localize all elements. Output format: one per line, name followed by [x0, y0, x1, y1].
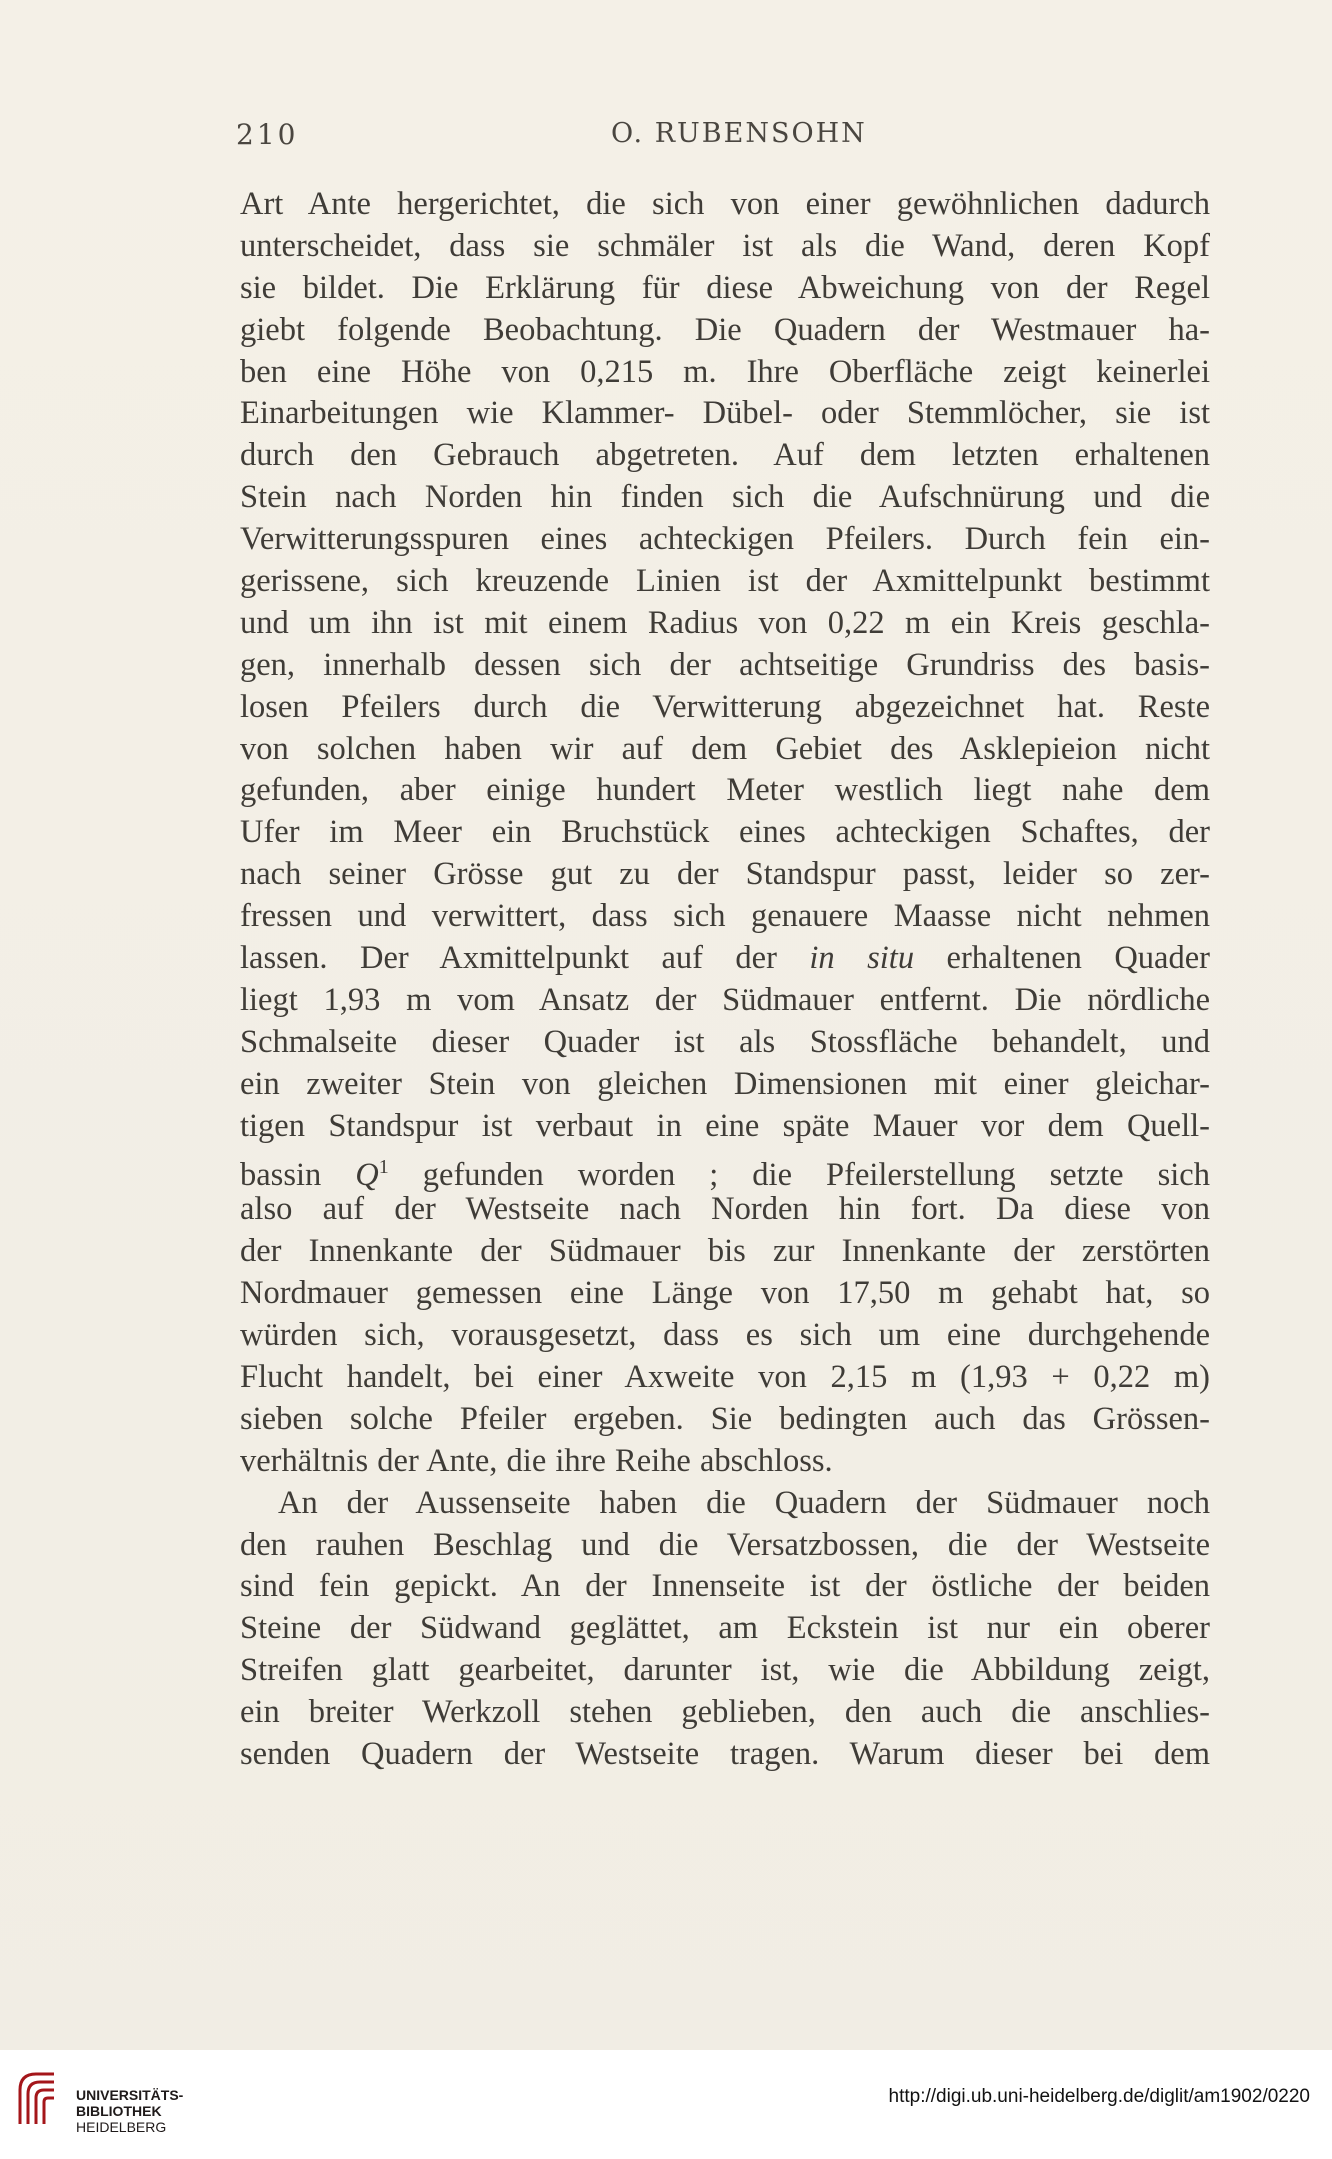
text-line: gen, innerhalb dessen sich der achtseitige Grundriss des basis-: [240, 646, 1210, 683]
text-line: den rauhen Beschlag und die Versatzbossen, die der Westseite: [240, 1526, 1210, 1563]
page-header: [236, 118, 1206, 158]
text-line: liegt 1,93 m vom Ansatz der Südmauer entfernt. Die nördliche: [240, 981, 1210, 1018]
permalink: [889, 2086, 1310, 2108]
library-logo-text: [76, 2087, 183, 2135]
superscript: 1: [378, 1156, 389, 1179]
text-line: An der Aussenseite haben die Quadern der Südmauer noch: [278, 1484, 1210, 1521]
text-line: sind fein gepickt. An der Innenseite ist der östliche der beiden: [240, 1568, 1210, 1605]
text-line: Streifen glatt gearbeitet, darunter ist, wie die Abbildung zeigt,: [240, 1652, 1210, 1689]
italic-term: in situ: [809, 940, 915, 977]
text-line: und um ihn ist mit einem Radius von 0,22 m ein Kreis geschla-: [240, 604, 1210, 641]
text-line: Verwitterungsspuren eines achteckigen Pfeilers. Durch fein ein-: [240, 521, 1210, 558]
text-line: Ufer im Meer ein Bruchstück eines achteckigen Schaftes, der: [240, 814, 1210, 851]
text-line: Einarbeitungen wie Klammer- Dübel- oder Stemmlöcher, sie ist: [240, 395, 1210, 432]
text-line: senden Quadern der Westseite tragen. Warum dieser bei dem: [240, 1735, 1210, 1772]
text-line: also auf der Westseite nach Norden hin fort. Da diese von: [240, 1191, 1210, 1228]
italic-symbol: Q: [355, 1157, 379, 1194]
text-line: tigen Standspur ist verbaut in eine späte Mauer vor dem Quell-: [240, 1107, 1210, 1144]
text-line: würden sich, vorausgesetzt, dass es sich um eine durchgehende: [240, 1317, 1210, 1354]
logo-line: HEIDELBERG: [76, 2119, 167, 2135]
text-line: giebt folgende Beobachtung. Die Quadern der Westmauer ha-: [240, 311, 1210, 348]
text-line: fressen und verwittert, dass sich genauere Maasse nicht nehmen: [240, 898, 1210, 935]
page-number: 210: [236, 118, 299, 151]
text-line: ein breiter Werkzoll stehen geblieben, den auch die anschlies-: [240, 1694, 1210, 1731]
text-line: ein zweiter Stein von gleichen Dimensionen mit einer gleichar-: [240, 1065, 1210, 1102]
footer-bar: [0, 2050, 1332, 2159]
text-line: ben eine Höhe von 0,215 m. Ihre Oberfläche zeigt keinerlei: [240, 353, 1210, 390]
text-fragment: gefunden worden ; die Pfeilerstellung setzte sich: [388, 1157, 1210, 1194]
text-line: Nordmauer gemessen eine Länge von 17,50 m gehabt hat, so: [240, 1275, 1210, 1312]
text-line: losen Pfeilers durch die Verwitterung abgezeichnet hat. Reste: [240, 688, 1210, 725]
text-line: Art Ante hergerichtet, die sich von einer gewöhnlichen dadurch: [240, 186, 1210, 222]
running-head: O. RUBENSOHN: [611, 118, 867, 149]
text-fragment: lassen. Der Axmittelpunkt auf der: [240, 940, 810, 977]
logo-line: UNIVERSITÄTS-: [76, 2087, 184, 2103]
text-line: von solchen haben wir auf dem Gebiet des Asklepieion nicht: [240, 730, 1210, 767]
ub-heidelberg-logo-icon: [14, 2068, 60, 2128]
text-line: Flucht handelt, bei einer Axweite von 2,15 m (1,93 + 0,22 m): [240, 1358, 1210, 1395]
text-line: verhältnis der Ante, die ihre Reihe abschloss.: [240, 1442, 833, 1479]
text-line: gefunden, aber einige hundert Meter westlich liegt nahe dem: [240, 772, 1210, 809]
text-line: [240, 1147, 1210, 1194]
body-text: [240, 184, 1210, 1776]
logo-line: BIBLIOTHEK: [76, 2103, 162, 2119]
text-line: Steine der Südwand geglättet, am Eckstein ist nur ein oberer: [240, 1610, 1210, 1647]
text-line: durch den Gebrauch abgetreten. Auf dem letzten erhaltenen: [240, 437, 1210, 474]
text-line: gerissene, sich kreuzende Linien ist der Axmittelpunkt bestimmt: [240, 563, 1210, 600]
text-line: der Innenkante der Südmauer bis zur Innenkante der zerstörten: [240, 1233, 1210, 1270]
text-line: sie bildet. Die Erklärung für diese Abweichung von der Regel: [240, 269, 1210, 306]
text-line: unterscheidet, dass sie schmäler ist als die Wand, deren Kopf: [240, 227, 1210, 264]
text-line: [240, 938, 1210, 980]
text-fragment: bassin: [240, 1157, 356, 1194]
text-line: sieben solche Pfeiler ergeben. Sie bedingten auch das Grössen-: [240, 1400, 1210, 1437]
text-line: Stein nach Norden hin finden sich die Aufschnürung und die: [240, 479, 1210, 516]
text-line: nach seiner Grösse gut zu der Standspur passt, leider so zer-: [240, 856, 1210, 893]
text-fragment: erhaltenen Quader: [914, 940, 1210, 977]
permalink-link[interactable]: http://digi.ub.uni-heidelberg.de/diglit/am1902/0220: [888, 2086, 1310, 2107]
text-line: Schmalseite dieser Quader ist als Stossfläche behandelt, und: [240, 1023, 1210, 1060]
